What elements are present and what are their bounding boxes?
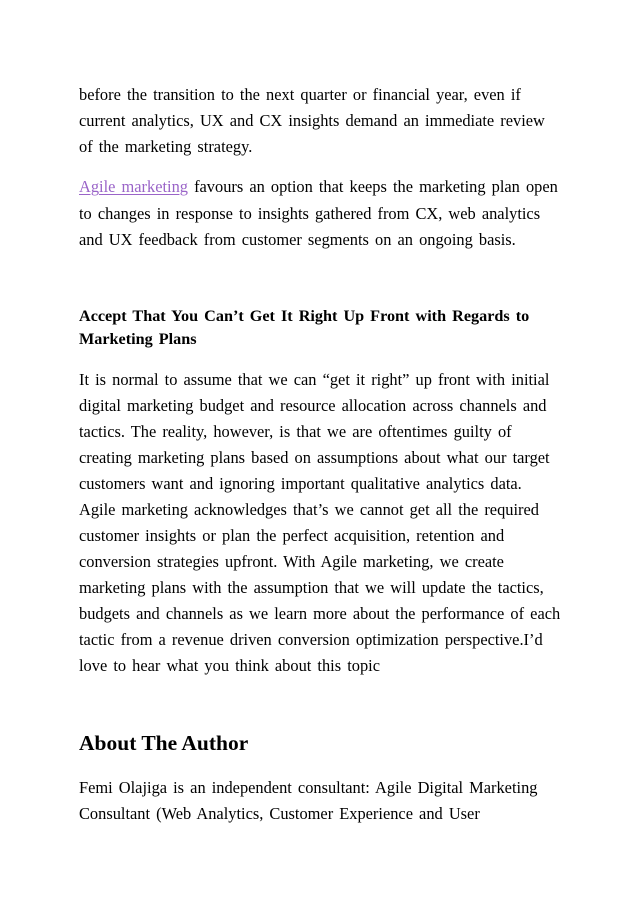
- text-line: customer insights or plan the perfect acquisition, retention and: [79, 526, 505, 545]
- text-line: current analytics, UX and CX insights demand an immediate review: [79, 111, 545, 130]
- text-line: tactics. The reality, however, is that we are oftentimes guilty of: [79, 422, 512, 441]
- about-author-title: About The Author: [79, 731, 249, 755]
- text-line: marketing plans with the assumption that we will update the tactics,: [79, 578, 544, 597]
- text-line: digital marketing budget and resource allocation across channels and: [79, 396, 547, 415]
- text-line: creating marketing plans based on assumptions about what our target: [79, 448, 550, 467]
- text-line: [79, 177, 558, 197]
- text-line: It is normal to assume that we can “get it right” up front with initial: [79, 370, 550, 389]
- text-line: love to hear what you think about this topic: [79, 656, 380, 675]
- text-line: before the transition to the next quarter or financial year, even if: [79, 85, 521, 104]
- text-line: and UX feedback from customer segments on an ongoing basis.: [79, 230, 516, 249]
- text-line: Agile marketing acknowledges that’s we cannot get all the required: [79, 500, 539, 519]
- text-line: tactic from a revenue driven conversion optimization perspective.I’d: [79, 630, 543, 649]
- agile-marketing-link[interactable]: Agile marketing: [79, 177, 188, 196]
- text-line-rest: favours an option that keeps the marketing plan open: [187, 177, 558, 196]
- text-line: to changes in response to insights gathered from CX, web analytics: [79, 204, 541, 223]
- heading-line: Marketing Plans: [79, 330, 197, 348]
- heading-line: Accept That You Can’t Get It Right Up Front with Regards to: [79, 307, 530, 325]
- text-line: Consultant (Web Analytics, Customer Experience and User: [79, 804, 480, 823]
- text-line: of the marketing strategy.: [79, 137, 253, 156]
- text-line: Femi Olajiga is an independent consultant: Agile Digital Marketing: [79, 778, 538, 797]
- text-line: conversion strategies upfront. With Agile marketing, we create: [79, 552, 504, 571]
- text-line: budgets and channels as we learn more about the performance of each: [79, 604, 561, 623]
- text-line: customers want and ignoring important qualitative analytics data.: [79, 474, 522, 493]
